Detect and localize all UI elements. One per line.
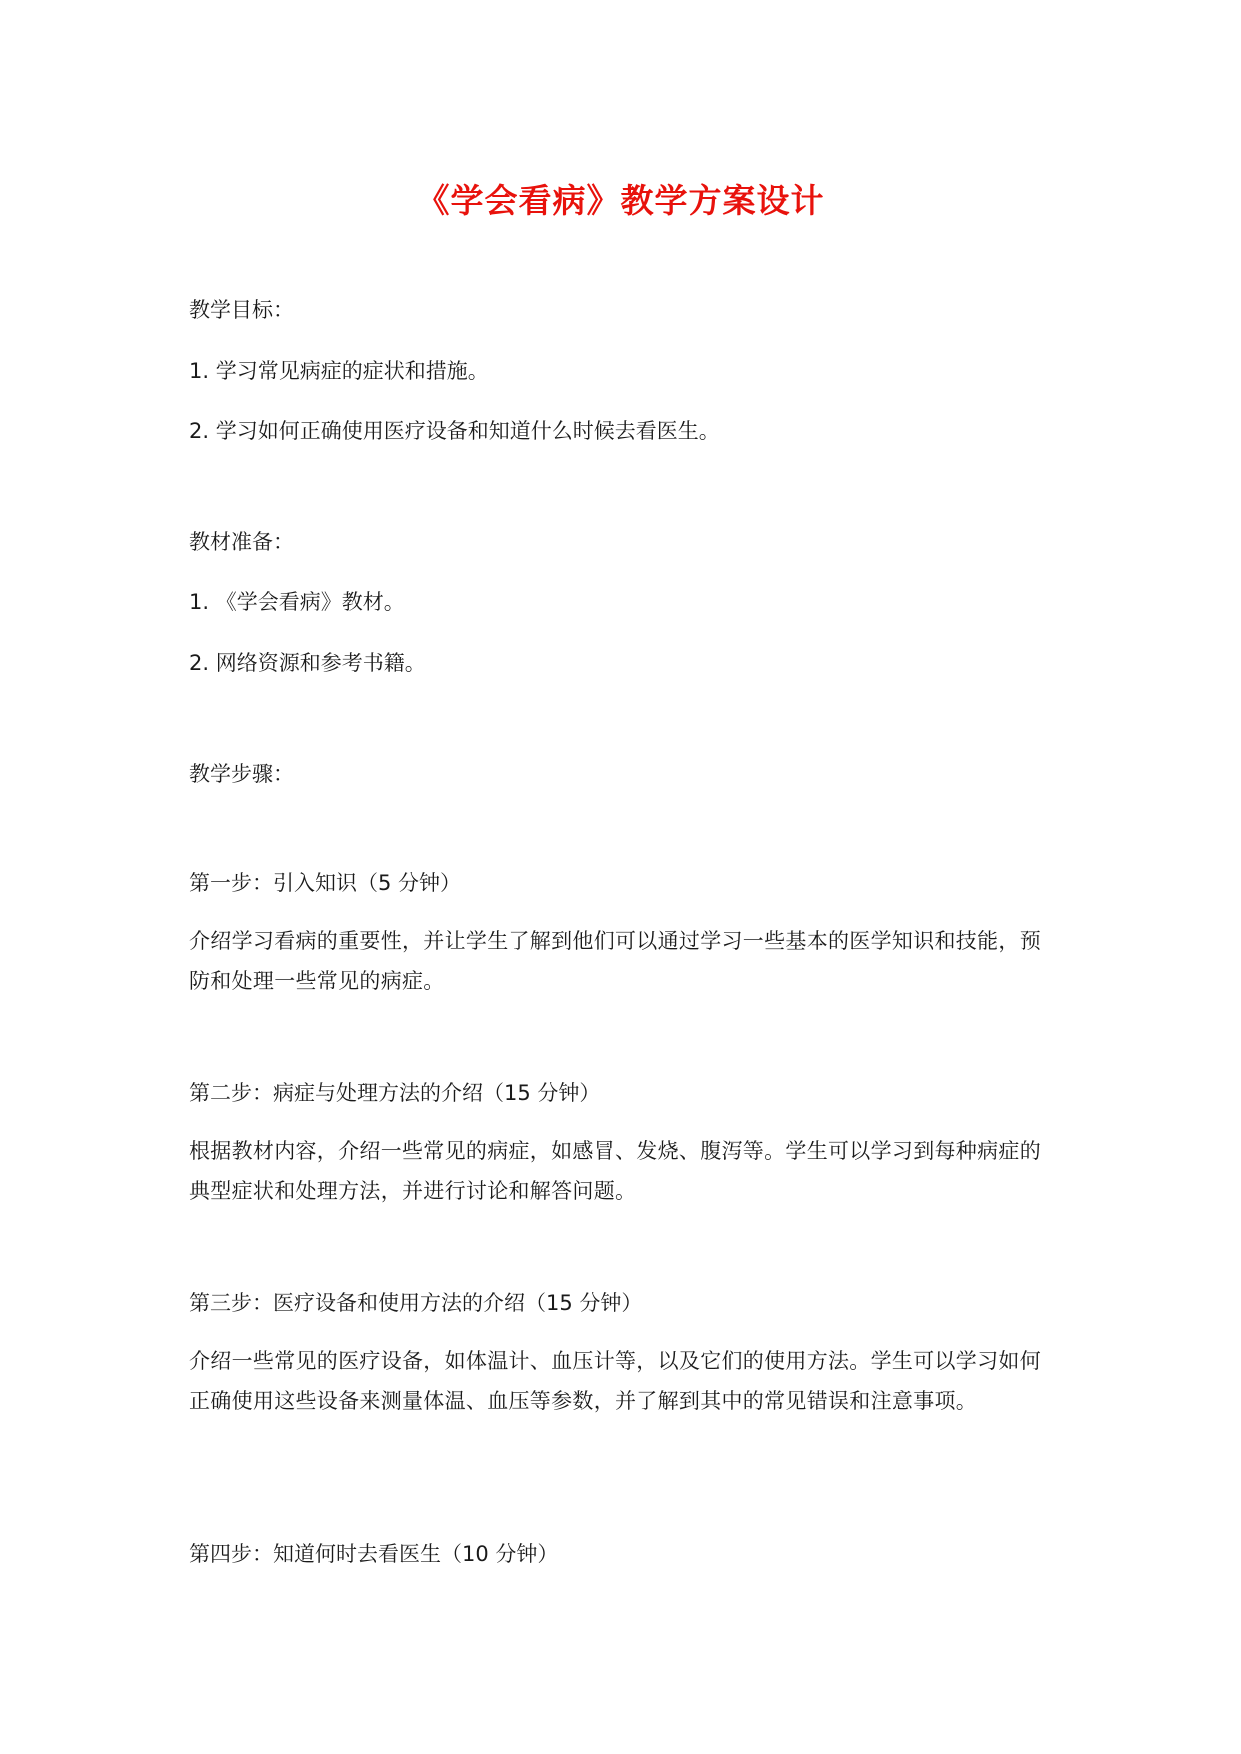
objectives-heading: 教学目标： — [189, 298, 294, 322]
material-item-2: 2. 网络资源和参考书籍。 — [189, 651, 426, 675]
material-item-1: 1. 《学会看病》教材。 — [189, 590, 405, 614]
step-1-heading: 第一步：引入知识（5 分钟） — [189, 871, 462, 895]
steps-heading: 教学步骤： — [189, 762, 294, 786]
materials-heading: 教材准备： — [189, 530, 294, 554]
step-3-heading: 第三步：医疗设备和使用方法的介绍（15 分钟） — [189, 1291, 643, 1315]
step-1-body: 介绍学习看病的重要性，并让学生了解到他们可以通过学习一些基本的医学知识和技能，预防和处理一些常见的病症。 — [189, 929, 1041, 993]
document-title: 《学会看病》教学方案设计 — [416, 181, 825, 220]
objective-item-1: 1. 学习常见病症的症状和措施。 — [189, 359, 489, 383]
step-2-heading: 第二步：病症与处理方法的介绍（15 分钟） — [189, 1081, 601, 1105]
objective-item-2: 2. 学习如何正确使用医疗设备和知道什么时候去看医生。 — [189, 419, 720, 443]
step-2-body: 根据教材内容，介绍一些常见的病症，如感冒、发烧、腹泻等。学生可以学习到每种病症的典型症状和处理方法，并进行讨论和解答问题。 — [189, 1139, 1041, 1203]
step-4-heading: 第四步：知道何时去看医生（10 分钟） — [189, 1542, 559, 1566]
step-3-body: 介绍一些常见的医疗设备，如体温计、血压计等，以及它们的使用方法。学生可以学习如何正确使用这些设备来测量体温、血压等参数，并了解到其中的常见错误和注意事项。 — [189, 1349, 1041, 1413]
